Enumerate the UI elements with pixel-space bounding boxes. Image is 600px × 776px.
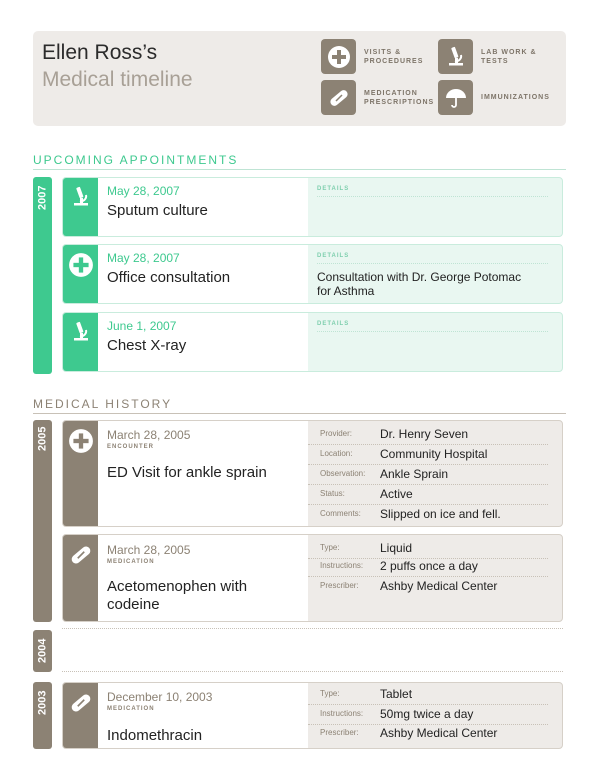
history-type: ENCOUNTER	[107, 444, 155, 450]
legend-visits-label: VISITS & PROCEDURES	[364, 48, 424, 65]
year-label-2004: 2004	[36, 638, 49, 664]
appointment-date: May 28, 2007	[107, 251, 180, 265]
history-title: MEDICAL HISTORY	[33, 397, 173, 411]
field-value: Ankle Sprain	[380, 467, 449, 481]
history-title-text: Indomethracin	[107, 727, 203, 744]
history-type: MEDICATION	[107, 559, 155, 565]
details-label: DETAILS	[317, 321, 350, 327]
field-value: Community Hospital	[380, 447, 488, 461]
field-label: Location:	[320, 449, 353, 458]
field-label: Prescriber:	[320, 728, 359, 737]
microscope-icon	[63, 178, 98, 236]
legend-immunizations-label: IMMUNIZATIONS	[481, 94, 550, 101]
history-card[interactable]	[62, 534, 563, 622]
field-value: Liquid	[380, 541, 413, 555]
field-observation	[308, 465, 548, 485]
details-divider	[317, 331, 548, 332]
timeline-header	[33, 31, 566, 126]
history-card[interactable]	[62, 682, 563, 749]
patient-name: Ellen Ross’s	[42, 41, 158, 64]
field-status	[308, 485, 548, 505]
field-label: Comments:	[320, 509, 361, 518]
year-label-2005: 2005	[36, 426, 49, 452]
legend-medication-label: MEDICATION PRESCRIPTIONS	[364, 89, 435, 106]
field-provider	[308, 425, 548, 445]
appointment-title: Office consultation	[107, 269, 231, 286]
appointment-title: Chest X-ray	[107, 337, 187, 354]
field-instructions	[308, 557, 548, 577]
field-value: Dr. Henry Seven	[380, 427, 469, 441]
field-prescriber	[308, 724, 548, 744]
history-card[interactable]	[62, 420, 563, 527]
field-value: 2 puffs once a day	[380, 559, 478, 573]
field-label: Provider:	[320, 429, 353, 438]
field-value: 50mg twice a day	[380, 707, 474, 721]
appointment-date: May 28, 2007	[107, 184, 180, 198]
details-divider	[317, 196, 548, 197]
history-title-text: Acetomenophen with codeine	[107, 578, 248, 613]
field-type	[308, 685, 548, 705]
field-label: Type:	[320, 543, 340, 552]
legend-immunizations[interactable]	[438, 80, 551, 115]
history-divider	[33, 413, 566, 414]
field-label: Instructions:	[320, 709, 364, 718]
field-value: Slipped on ice and fell.	[380, 507, 501, 521]
appointment-title: Sputum culture	[107, 202, 208, 219]
field-value: Ashby Medical Center	[380, 579, 498, 593]
details-divider	[317, 263, 548, 264]
history-title-text: ED Visit for ankle sprain	[107, 464, 267, 481]
history-date: December 10, 2003	[107, 690, 213, 704]
appointment-card[interactable]	[62, 312, 563, 372]
legend-medication[interactable]	[321, 80, 434, 115]
legend-visits[interactable]	[321, 39, 434, 74]
field-label: Status:	[320, 489, 345, 498]
legend-lab-label: LAB WORK & TESTS	[481, 48, 537, 65]
field-label: Prescriber:	[320, 581, 359, 590]
year-2004-empty	[62, 628, 563, 672]
year-label-2003: 2003	[36, 690, 49, 716]
field-value: Ashby Medical Center	[380, 726, 498, 740]
field-label: Instructions:	[320, 561, 364, 570]
plus-icon	[63, 421, 98, 526]
field-instructions	[308, 705, 548, 725]
page-subtitle: Medical timeline	[42, 68, 193, 91]
pill-icon	[63, 535, 98, 621]
field-prescriber	[308, 577, 548, 597]
umbrella-icon	[438, 80, 473, 115]
field-type	[308, 539, 548, 559]
upcoming-title: UPCOMING APPOINTMENTS	[33, 153, 239, 167]
year-label-2007: 2007	[36, 185, 49, 211]
microscope-icon	[438, 39, 473, 74]
microscope-icon	[63, 313, 98, 371]
details-label: DETAILS	[317, 186, 350, 192]
field-location	[308, 445, 548, 465]
upcoming-divider	[33, 169, 566, 170]
field-value: Tablet	[380, 687, 413, 701]
field-comments	[308, 505, 548, 525]
details-label: DETAILS	[317, 253, 350, 259]
history-date: March 28, 2005	[107, 428, 191, 442]
legend-lab[interactable]	[438, 39, 551, 74]
field-label: Type:	[320, 689, 340, 698]
field-label: Observation:	[320, 469, 366, 478]
plus-icon	[321, 39, 356, 74]
history-date: March 28, 2005	[107, 543, 191, 557]
appointment-card[interactable]	[62, 244, 563, 304]
appointment-details: Consultation with Dr. George Potomac for Asthma	[317, 270, 522, 298]
appointment-date: June 1, 2007	[107, 319, 177, 333]
field-value: Active	[380, 487, 413, 501]
plus-icon	[63, 245, 98, 303]
history-type: MEDICATION	[107, 706, 155, 712]
pill-icon	[63, 683, 98, 748]
pill-icon	[321, 80, 356, 115]
appointment-card[interactable]	[62, 177, 563, 237]
